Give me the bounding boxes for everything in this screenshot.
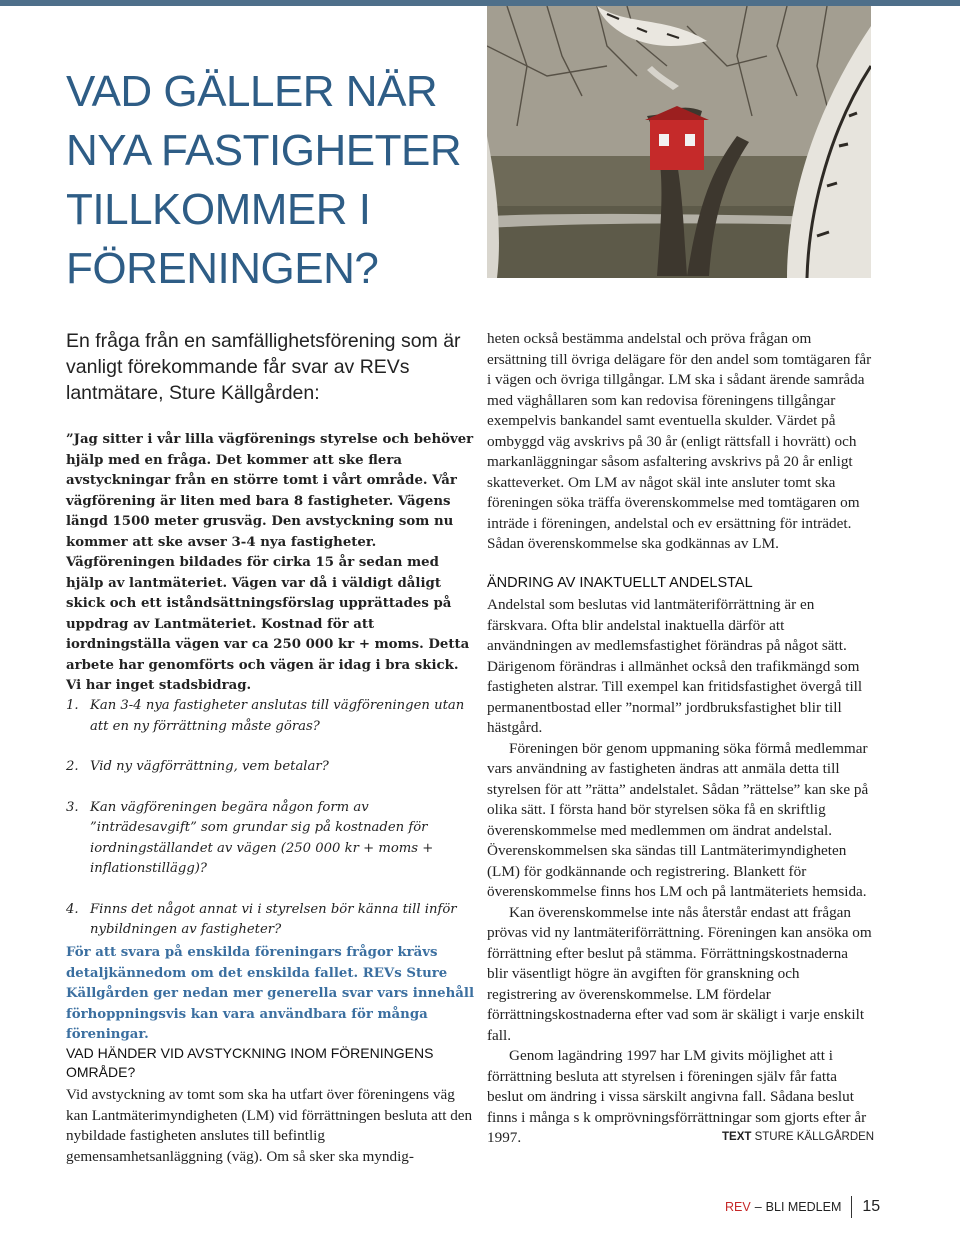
reader-question: ”Jag sitter i vår lilla vägförenings styrelse och behöver hjälp med en fråga. Det kommer att ske flera avstyckningar från en större tomt i vårt område. Vår vägförening är liten med bara 8 fastigheter. Vägens längd 1500 meter grusväg. Den avstyckning som nu kommer att ske avser 3-4 nya fastigheter. Vägföreningen bildades för cirka 15 år sedan med hjälp av lantmäteriet. Vägen var då i väldigt dåligt skick och ett iståndsättningsförslag upprättades på uppdrag av Lantmäteriet. Kostnad för att iordningställa vägen var ca 250 000 kr + moms. Detta arbete har genomförts och vägen är idag i bra skick. Vi har inget stadsbidrag.: [66, 432, 474, 693]
question-number: 3.: [66, 799, 79, 815]
author-byline: [722, 1130, 874, 1144]
page-footer: [725, 1196, 880, 1218]
body-paragraph: Vid avstyckning av tomt som ska ha utfart över föreningens väg kan Lantmäterimyndigheten (LM) vid förrättningen besluta att den nybildade fastigheten anslutes till befintlig gemensamhetsanläggning (väg). Om så sker ska myndig-: [66, 1086, 473, 1165]
byline-label: TEXT: [722, 1131, 752, 1143]
list-item: [66, 900, 478, 941]
footer-dash: –: [754, 1200, 762, 1214]
question-text: Kan 3-4 nya fastigheter anslutas till vägföreningen utan att en ny förrättning måste göras?: [90, 698, 465, 734]
footer-brand: REV: [725, 1200, 751, 1214]
question-text: Kan vägföreningen begära någon form av ”inträdesavgift” som grundar sig på kostnaden för iordningställandet av vägen (250 000 kr + moms + inflationstillägg)?: [90, 799, 434, 876]
list-item: [66, 757, 478, 778]
list-item: [66, 696, 478, 737]
right-column-body: [487, 595, 872, 1149]
section-heading-avstyckning: VAD HÄNDER VID AVSTYCKNING INOM FÖRENINGENS OMRÅDE?: [66, 1045, 434, 1080]
list-item: [66, 798, 478, 880]
byline-author: STURE KÄLLGÅRDEN: [754, 1131, 875, 1143]
question-text: Finns det något annat vi i styrelsen bör känna till inför nybildningen av fastigheter?: [90, 901, 457, 937]
page-number: 15: [862, 1198, 881, 1215]
page-title: [66, 62, 466, 298]
body-paragraph: Kan överenskommelse inte nås återstår endast att frågan prövas vid ny lantmäteriförrättning. Föreningen kan ansöka om förrättning efter beslut på stämma. Förrättningskostnaderna blir väsentligt högre än avgiften för granskning och registrering av överenskommelse. LM fördelar förrättningskostnaderna efter vad som är skäligt i varje enskilt fall.: [487, 903, 872, 1044]
title-line: VAD GÄLLER NÄR: [66, 67, 438, 116]
body-paragraph: Föreningen bör genom uppmaning söka förmå medlemmar vars användning av fastigheten ändras att anmäla detta till styrelsen för att ”rätta” andelstalet. Sådan ”rättelse” kan ske på olika sätt. I första hand bör styrelsen söka få en skriftlig överenskommelse med medlemmen om ändrat andelstal. Överenskommelsen ska sändas till Lantmäterimyndigheten (LM) för godkännande och registrering. Blankett för överenskommelse finns hos LM och på lantmäteriets hemsida.: [487, 739, 869, 900]
editor-note: För att svara på enskilda föreningars frågor krävs detaljkännedom om det enskilda fallet. REVs Sture Källgården ger nedan mer generella svar vars innehåll förhoppningsvis kan vara användbara för många föreningar.: [66, 945, 474, 1042]
intro-paragraph: En fråga från en samfällighetsförening som är vanligt förekommande får svar av REVs lantmätare, Sture Källgården:: [66, 330, 461, 404]
body-paragraph: Genom lagändring 1997 har LM givits möjlighet att i förrättning besluta att styrelsen i föreningen själv får fatta beslut om ändring i vissa särskilt angivna fall. Sådana beslut finns i många s k omprövningsförrättningar som gjorts efter år 1997.: [487, 1047, 867, 1146]
body-paragraph: Andelstal som beslutas vid lantmäteriförrättning är en färskvara. Ofta blir andelstal inaktuella därför att användningen av medlemsfastighet förändras på något sätt. Därigenom förändras i allmänhet också den trafikmängd som fastigheten alstrar. Till exempel kan fritidsfastighet övergå till permanentbostad eller ”normal” jordbruksfastighet blir till hästgård.: [487, 596, 863, 736]
footer-divider: [851, 1196, 852, 1218]
question-number: 2.: [66, 759, 79, 774]
question-list: [66, 696, 478, 961]
photo-birch-trees-red-house: [487, 6, 871, 278]
footer-section: BLI MEDLEM: [765, 1200, 842, 1214]
title-line: NYA FASTIGHETER: [66, 126, 462, 175]
body-paragraph-continued: heten också bestämma andelstal och pröva frågan om ersättning till övriga delägare för den andel som tomtägaren får i vägen och övriga tillgångar. LM ska i sådant ärende samråda med väghållaren som kan redovisa föreningens tillgångar exempelvis bankandel samt eventuella skulder. Värdet på ombyggd väg avskrivs på 30 år (enligt rättsfall i hovrätt) och markanläggningar såsom asfaltering avskrivs på 20 år enligt skatteverket. Om LM av något skäl inte ansluter tomt ska föreningen söka träffa överenskommelse med tomtägaren om inträde i föreningen, andelstal och ev ersättning för inträdet. Sådan överenskommelse ska godkännas av LM.: [487, 330, 872, 552]
question-number: 1.: [66, 698, 79, 713]
title-line: FÖRENINGEN?: [66, 244, 379, 293]
section-heading-andelstal: ÄNDRING AV INAKTUELLT ANDELSTAL: [487, 575, 753, 591]
question-text: Vid ny vägförrättning, vem betalar?: [90, 759, 329, 774]
question-number: 4.: [66, 901, 79, 917]
title-line: TILLKOMMER I: [66, 185, 371, 234]
